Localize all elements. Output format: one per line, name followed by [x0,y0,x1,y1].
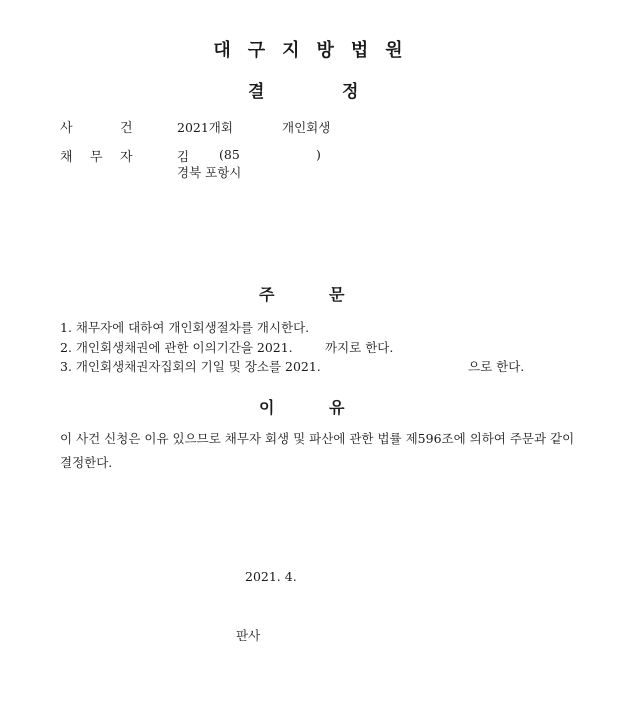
order-item-1: 1. 채무자에 대하여 개인회생절차를 개시한다. [60,320,310,335]
judge-label: 판사 [236,628,261,643]
debtor-label-char-2: 무 [90,150,103,165]
court-title: 대구지방법원 [213,40,420,61]
debtor-label-char-1: 채 [60,150,73,165]
debtor-birth-open: (85 [219,147,240,162]
case-type: 개인회생 [282,120,331,135]
order-item-2: 2. 개인회생채권에 관한 이의기간을 2021. [60,340,293,355]
reason-text: 이 사건 신청은 이유 있으므로 채무자 회생 및 파산에 관한 법률 제596조에 의하여 주문과 같이 결정한다. [60,431,575,470]
debtor-birth-close: ) [316,147,321,162]
order-heading-right: 문 [329,285,345,304]
debtor-label-char-3: 자 [120,150,133,165]
case-label-char-2: 건 [120,121,133,136]
order-item-2-suffix: 까지로 한다. [325,340,394,355]
case-number: 2021개회 [177,120,233,135]
decision-date: 2021. 4. [245,569,297,584]
case-label-char-1: 사 [60,121,73,136]
order-item-3: 3. 개인회생채권자집회의 기일 및 장소를 2021. [60,359,321,374]
reason-heading-right: 유 [329,398,345,417]
debtor-address: 경북 포항시 [177,165,242,180]
debtor-name: 김 [177,149,190,164]
doc-title-right: 정 [342,82,359,102]
reason-heading-left: 이 [259,398,275,417]
order-item-3-suffix: 으로 한다. [468,359,525,374]
order-heading-left: 주 [259,285,275,304]
doc-title-left: 결 [248,82,265,102]
